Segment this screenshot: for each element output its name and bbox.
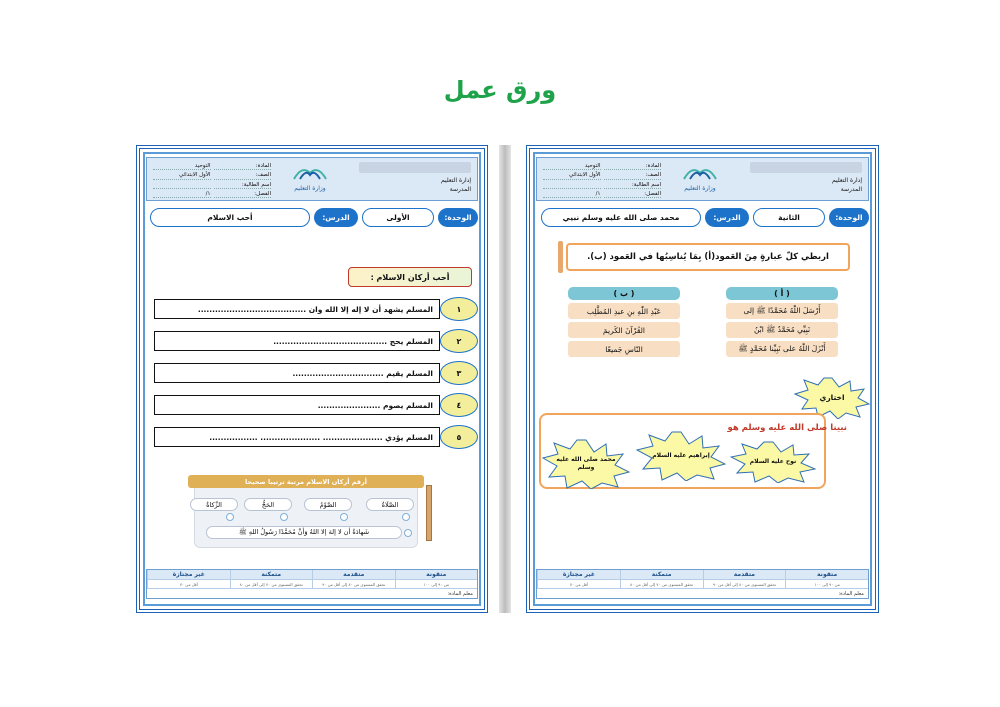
range-1: من ٩٠ إلى ١٠٠ (395, 580, 478, 588)
level-4: غير مجتازة (537, 570, 620, 579)
column-a-item-3[interactable]: أَنْزَلَ اللّٰهُ على نَبِيِّنا مُحَمَّدٍ ﷺ (726, 341, 838, 357)
option-star-2[interactable] (636, 431, 726, 481)
teacher-signature: معلم المادة: (447, 591, 473, 597)
pillar-num-3: ٣ (440, 361, 478, 385)
order-radio-5[interactable] (404, 529, 412, 537)
sheet-footer (146, 569, 478, 599)
question-text: نبينا صلى الله عليه وسلم هو (727, 423, 847, 433)
pillar-row-2[interactable]: المسلم يحج ........................................ (154, 331, 440, 351)
option-star-3[interactable] (542, 439, 630, 489)
instruction-accent (558, 241, 563, 273)
pencil-icon (426, 485, 432, 541)
level-1: متقونة (785, 570, 868, 579)
column-b-item-3[interactable]: النّاسِ جَميعًا (568, 341, 680, 357)
order-item-hajj: الحَجُّ (244, 498, 292, 511)
lesson-label: الدرس: (705, 208, 749, 227)
pillar-num-1: ١ (440, 297, 478, 321)
class-value: ١/ (205, 190, 211, 197)
logo-icon (680, 161, 720, 183)
level-3: متمكنة (230, 570, 313, 579)
range-2: تحقق المستوى من ٨٠ إلى أقل من ٩٠ (312, 580, 395, 588)
subject-label: المادة: (645, 163, 661, 169)
order-radio-4[interactable] (226, 513, 234, 521)
column-a-item-2[interactable]: نَبِيِّي مُحَمَّدٌ ﷺ ابْنُ (726, 322, 838, 338)
banner (750, 162, 862, 173)
level-3: متمكنة (620, 570, 703, 579)
student-label: اسم الطالبة: (241, 181, 271, 188)
unit-value: الأولى (362, 208, 434, 227)
range-3: تحقق المستوى من ٧٠ إلى أقل من ٨٠ (620, 580, 703, 588)
pillar-row-3[interactable]: المسلم يقيم ................................ (154, 363, 440, 383)
lesson-label: الدرس: (314, 208, 358, 227)
order-radio-3[interactable] (280, 513, 288, 521)
sheet-header (146, 157, 478, 201)
pillars-heading: أحب أركان الاسلام : (348, 267, 472, 287)
subject-value: التوحيد (584, 163, 601, 169)
class-value: ١/ (595, 190, 601, 197)
pillar-row-1[interactable]: المسلم يشهد أن لا إله إلا الله وان ...................................... (154, 299, 440, 319)
choose-label: اختاري (819, 393, 845, 402)
level-2: متقدمة (703, 570, 786, 579)
range-4: أقل من ٧٠ (147, 580, 230, 588)
school-label: المدرسة (840, 186, 862, 193)
lesson-value: محمد صلى الله عليه وسلم نبيي (541, 208, 701, 227)
pillar-row-4[interactable]: المسلم يصوم ...................... (154, 395, 440, 415)
order-heading: أرقم أركان الاسلام مرتبة ترتيبا صحيحا (188, 475, 424, 488)
admin-label: إدارة التعليم (832, 177, 862, 184)
page-divider (499, 145, 511, 613)
unit-label: الوحدة: (829, 208, 869, 227)
column-b-header: ( ب ) (568, 287, 680, 300)
logo-icon (290, 161, 330, 183)
option-1[interactable]: نوح عليه السلام (749, 458, 797, 465)
unit-value: الثانية (753, 208, 825, 227)
range-1: من ٩٠ إلى ١٠٠ (785, 580, 868, 588)
grade-value: الأول الابتدائي (179, 172, 211, 179)
pillar-row-5[interactable]: المسلم يؤدي ..................... ..................... ................. (154, 427, 440, 447)
pillar-num-4: ٤ (440, 393, 478, 417)
pillar-num-2: ٢ (440, 329, 478, 353)
unit-label: الوحدة: (438, 208, 478, 227)
level-1: متقونة (395, 570, 478, 579)
ministry-name: وزارة التعليم (684, 185, 716, 192)
option-2[interactable]: إبراهيم عليه السلام (652, 452, 710, 459)
worksheet-left (136, 145, 488, 613)
grade-value: الأول الابتدائي (569, 172, 601, 179)
teacher-signature: معلم المادة: (838, 591, 864, 597)
range-3: تحقق المستوى من ٧٠ إلى أقل من ٨٠ (230, 580, 313, 588)
option-3[interactable]: محمد صلى الله عليه وسلم (556, 456, 616, 471)
range-2: تحقق المستوى من ٨٠ إلى أقل من ٩٠ (703, 580, 786, 588)
column-b-item-2[interactable]: القُرْآنَ الكَريمَ (568, 322, 680, 338)
subject-value: التوحيد (194, 163, 211, 169)
column-b-item-1[interactable]: عَبْدِ اللّٰهِ بنِ عبدِ المُطَّلِب (568, 303, 680, 319)
grade-label: الصف: (645, 172, 661, 179)
level-4: غير مجتازة (147, 570, 230, 579)
order-radio-1[interactable] (402, 513, 410, 521)
page-title: ورق عمل (443, 76, 557, 104)
grade-label: الصف: (255, 172, 271, 179)
class-label: الفصل: (644, 190, 661, 197)
worksheet-right (526, 145, 879, 613)
column-a-header: ( أ ) (726, 287, 838, 300)
ministry-name: وزارة التعليم (294, 185, 326, 192)
order-item-sawm: الصَّوْمُ (304, 498, 352, 511)
ministry-logo (277, 161, 343, 199)
order-item-shahada: شَهادَةُ أن لا إلهَ إلا اللهُ وَأنَّ مُحَمَّدًا رَسُولُ اللهِ ﷺ (206, 526, 402, 539)
student-label: اسم الطالبة: (631, 181, 661, 188)
order-radio-2[interactable] (340, 513, 348, 521)
option-star-1[interactable] (730, 441, 816, 483)
lesson-value: أحب الاسلام (150, 208, 310, 227)
pillar-num-5: ٥ (440, 425, 478, 449)
admin-label: إدارة التعليم (441, 177, 471, 184)
order-item-zakat: الزَّكاةُ (190, 498, 238, 511)
matching-instruction: اربطي كلّ عبارةٍ مِنَ العَمود(أ) بِمَا يُناسِبُها في العَمود (ب). (566, 243, 850, 271)
sheet-footer (536, 569, 869, 599)
range-4: أقل من ٧٠ (537, 580, 620, 588)
sheet-header (536, 157, 869, 201)
banner (359, 162, 471, 173)
ministry-logo (667, 161, 733, 199)
class-label: الفصل: (254, 190, 271, 197)
order-item-salah: الصَّلَاةُ (366, 498, 414, 511)
school-label: المدرسة (449, 186, 471, 193)
column-a-item-1[interactable]: أَرْسَلَ اللّٰهُ مُحَمَّدًا ﷺ إلى (726, 303, 838, 319)
level-2: متقدمة (312, 570, 395, 579)
subject-label: المادة: (255, 163, 271, 169)
